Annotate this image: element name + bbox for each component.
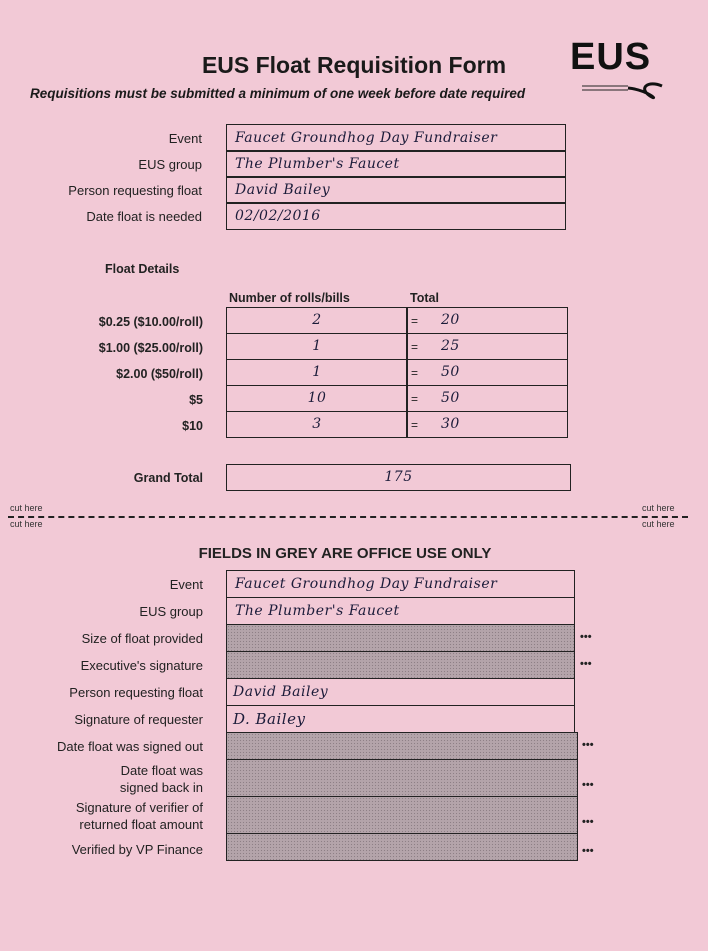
cut-here-label: cut here <box>642 503 675 513</box>
date-needed-label: Date float is needed <box>86 209 202 224</box>
more-dots-icon: ••• <box>580 658 592 670</box>
cut-here-label: cut here <box>10 503 43 513</box>
executive-signature-label: Executive's signature <box>80 658 203 673</box>
person-requesting-field[interactable]: David Bailey <box>226 176 566 204</box>
total-column-header: Total <box>410 291 439 305</box>
denomination-label: $0.25 ($10.00/roll) <box>98 315 203 329</box>
float-size-label: Size of float provided <box>81 631 203 646</box>
form-subtitle: Requisitions must be submitted a minimum of one week before date required <box>30 86 526 101</box>
row-total-field[interactable]: = 30 <box>406 411 568 438</box>
office-person-label: Person requesting float <box>69 685 203 700</box>
office-eus-group-field[interactable]: The Plumber's Faucet <box>226 597 575 625</box>
event-label: Event <box>168 131 202 146</box>
more-dots-icon: ••• <box>580 631 592 643</box>
office-eus-group-label: EUS group <box>139 604 203 619</box>
person-requesting-label: Person requesting float <box>68 183 202 198</box>
more-dots-icon: ••• <box>582 845 594 857</box>
event-field[interactable]: Faucet Groundhog Day Fundraiser <box>226 124 566 152</box>
verifier-signature-label: Signature of verifier of returned float amount <box>75 800 203 832</box>
eus-logo: EUS <box>570 36 652 78</box>
more-dots-icon: ••• <box>582 816 594 828</box>
verifier-signature-field[interactable] <box>226 796 578 834</box>
requester-signature-field[interactable]: D. Bailey <box>226 705 575 733</box>
logo-swoosh-icon <box>578 72 678 102</box>
rolls-count-field[interactable]: 10 <box>226 385 408 412</box>
rolls-count-field[interactable]: 1 <box>226 359 408 386</box>
row-total-field[interactable]: = 20 <box>406 307 568 334</box>
cut-here-label: cut here <box>642 519 675 529</box>
more-dots-icon: ••• <box>582 739 594 751</box>
denomination-label: $2.00 ($50/roll) <box>116 367 203 381</box>
more-dots-icon: ••• <box>582 779 594 791</box>
row-total-field[interactable]: = 25 <box>406 333 568 360</box>
eus-group-field[interactable]: The Plumber's Faucet <box>226 150 566 178</box>
signed-back-field[interactable] <box>226 759 578 797</box>
cut-line <box>8 516 688 518</box>
executive-signature-field[interactable] <box>226 651 575 679</box>
office-person-field[interactable]: David Bailey <box>226 678 575 706</box>
office-event-label: Event <box>169 577 203 592</box>
rolls-count-field[interactable]: 1 <box>226 333 408 360</box>
rolls-count-field[interactable]: 3 <box>226 411 408 438</box>
office-event-field[interactable]: Faucet Groundhog Day Fundraiser <box>226 570 575 598</box>
eus-group-label: EUS group <box>138 157 202 172</box>
row-total-field[interactable]: = 50 <box>406 385 568 412</box>
row-total-field[interactable]: = 50 <box>406 359 568 386</box>
form-title: EUS Float Requisition Form <box>201 52 507 78</box>
office-use-heading: FIELDS IN GREY ARE OFFICE USE ONLY <box>198 545 492 562</box>
vp-finance-label: Verified by VP Finance <box>71 842 203 857</box>
cut-here-label: cut here <box>10 519 43 529</box>
rolls-count-field[interactable]: 2 <box>226 307 408 334</box>
vp-finance-field[interactable] <box>226 833 578 861</box>
denomination-label: $10 <box>182 419 203 433</box>
grand-total-label: Grand Total <box>133 471 203 485</box>
float-size-field[interactable] <box>226 624 575 652</box>
signed-out-field[interactable] <box>226 732 578 760</box>
date-needed-field[interactable]: 02/02/2016 <box>226 202 566 230</box>
rolls-column-header: Number of rolls/bills <box>229 291 350 305</box>
denomination-label: $5 <box>189 393 203 407</box>
signed-back-label: Date float was signed back in <box>119 763 203 795</box>
grand-total-field[interactable]: 175 <box>226 464 571 491</box>
signed-out-label: Date float was signed out <box>57 739 203 754</box>
requester-signature-label: Signature of requester <box>74 712 203 727</box>
float-details-heading: Float Details <box>105 262 180 276</box>
denomination-label: $1.00 ($25.00/roll) <box>98 341 203 355</box>
